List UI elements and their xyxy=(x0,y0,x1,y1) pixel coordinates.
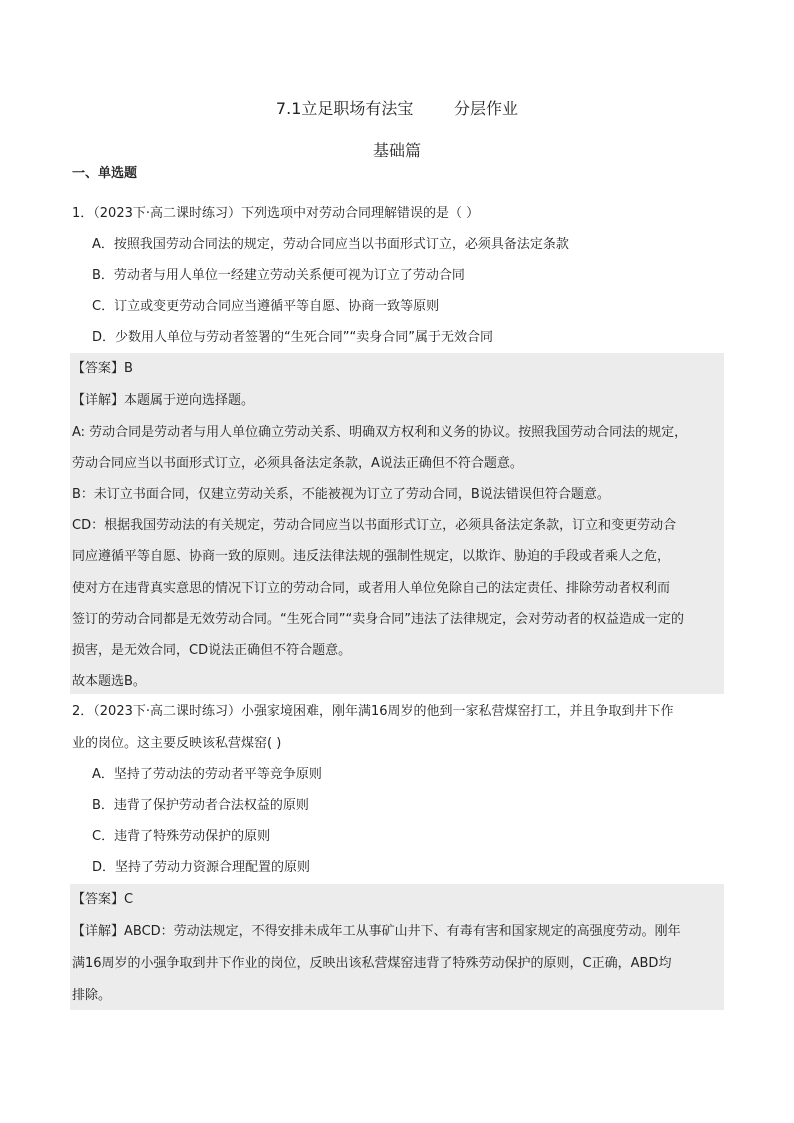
explanation-line: 损害，是无效合同，CD说法正确但不符合题意。 xyxy=(72,643,352,658)
explanation-line: 同应遵循平等自愿、协商一致的原则。违反法律法规的强制性规定，以欺诈、胁迫的手段或者乘人之危， xyxy=(72,549,671,564)
explanation-line: B：未订立书面合同，仅建立劳动关系，不能被视为订立了劳动合同，B说法错误但符合题意。 xyxy=(72,487,610,502)
explanation-line: 【详解】本题属于逆向选择题。 xyxy=(72,393,255,408)
question-1-option-b: B．劳动者与用人单位一经建立劳动关系便可视为订立了劳动合同 xyxy=(92,268,465,283)
question-2-answer: 【答案】C xyxy=(72,892,134,907)
question-2-option-a: A．坚持了劳动法的劳动者平等竞争原则 xyxy=(92,767,322,782)
question-1-stem: 1．（2023下·高二课时练习）下列选项中对劳动合同理解错误的是（ ） xyxy=(72,206,480,221)
question-1-option-c: C．订立或变更劳动合同应当遵循平等自愿、协商一致等原则 xyxy=(92,299,440,314)
explanation-line: 【详解】ABCD：劳动法规定，不得安排未成年工从事矿山井下、有毒有害和国家规定的高强度劳动。刚年 xyxy=(72,924,681,939)
explanation-line: 故本题选B。 xyxy=(72,674,146,689)
explanation-line: CD：根据我国劳动法的有关规定，劳动合同应当以书面形式订立，必须具备法定条款，订立和变更劳动合 xyxy=(72,518,677,533)
question-2-option-b: B．违背了保护劳动者合法权益的原则 xyxy=(92,798,309,813)
question-2-option-d: D．坚持了劳动力资源合理配置的原则 xyxy=(92,860,311,875)
question-1-option-d: D．少数用人单位与劳动者签署的“生死合同”“卖身合同”属于无效合同 xyxy=(92,330,493,345)
page-title: 7.1立足职场有法宝 分层作业 xyxy=(275,99,519,118)
explanation-line: 签订的劳动合同都是无效劳动合同。“生死合同”“卖身合同”违法了法律规定，会对劳动者的权益造成一定的 xyxy=(72,612,684,627)
explanation-line: 排除。 xyxy=(72,988,112,1003)
explanation-line: 使对方在违背真实意思的情况下订立的劳动合同，或者用人单位免除自己的法定责任、排除劳动者权利而 xyxy=(72,581,671,596)
explanation-line: 劳动合同应当以书面形式订立，必须具备法定条款，A说法正确但不符合题意。 xyxy=(72,456,523,471)
question-1-answer: 【答案】B xyxy=(72,361,133,376)
explanation-line: A: 劳动合同是劳动者与用人单位确立劳动关系、明确双方权利和义务的协议。按照我国劳动合同法的规定， xyxy=(72,425,688,440)
question-2-stem: 2．（2023下·高二课时练习）小强家境困难，刚年满16周岁的他到一家私营煤窑打工，并且争取到井下作 xyxy=(72,704,674,719)
section-heading: 一、单选题 xyxy=(72,166,138,181)
page-subtitle: 基础篇 xyxy=(372,141,421,160)
question-1-option-a: A．按照我国劳动合同法的规定，劳动合同应当以书面形式订立，必须具备法定条款 xyxy=(92,237,569,252)
explanation-line: 满16周岁的小强争取到井下作业的岗位，反映出该私营煤窑违背了特殊劳动保护的原则，C正确，ABD均 xyxy=(72,956,672,971)
question-2-stem: 业的岗位。这主要反映该私营煤窑( ) xyxy=(72,736,282,751)
question-2-option-c: C．违背了特殊劳动保护的原则 xyxy=(92,829,271,844)
